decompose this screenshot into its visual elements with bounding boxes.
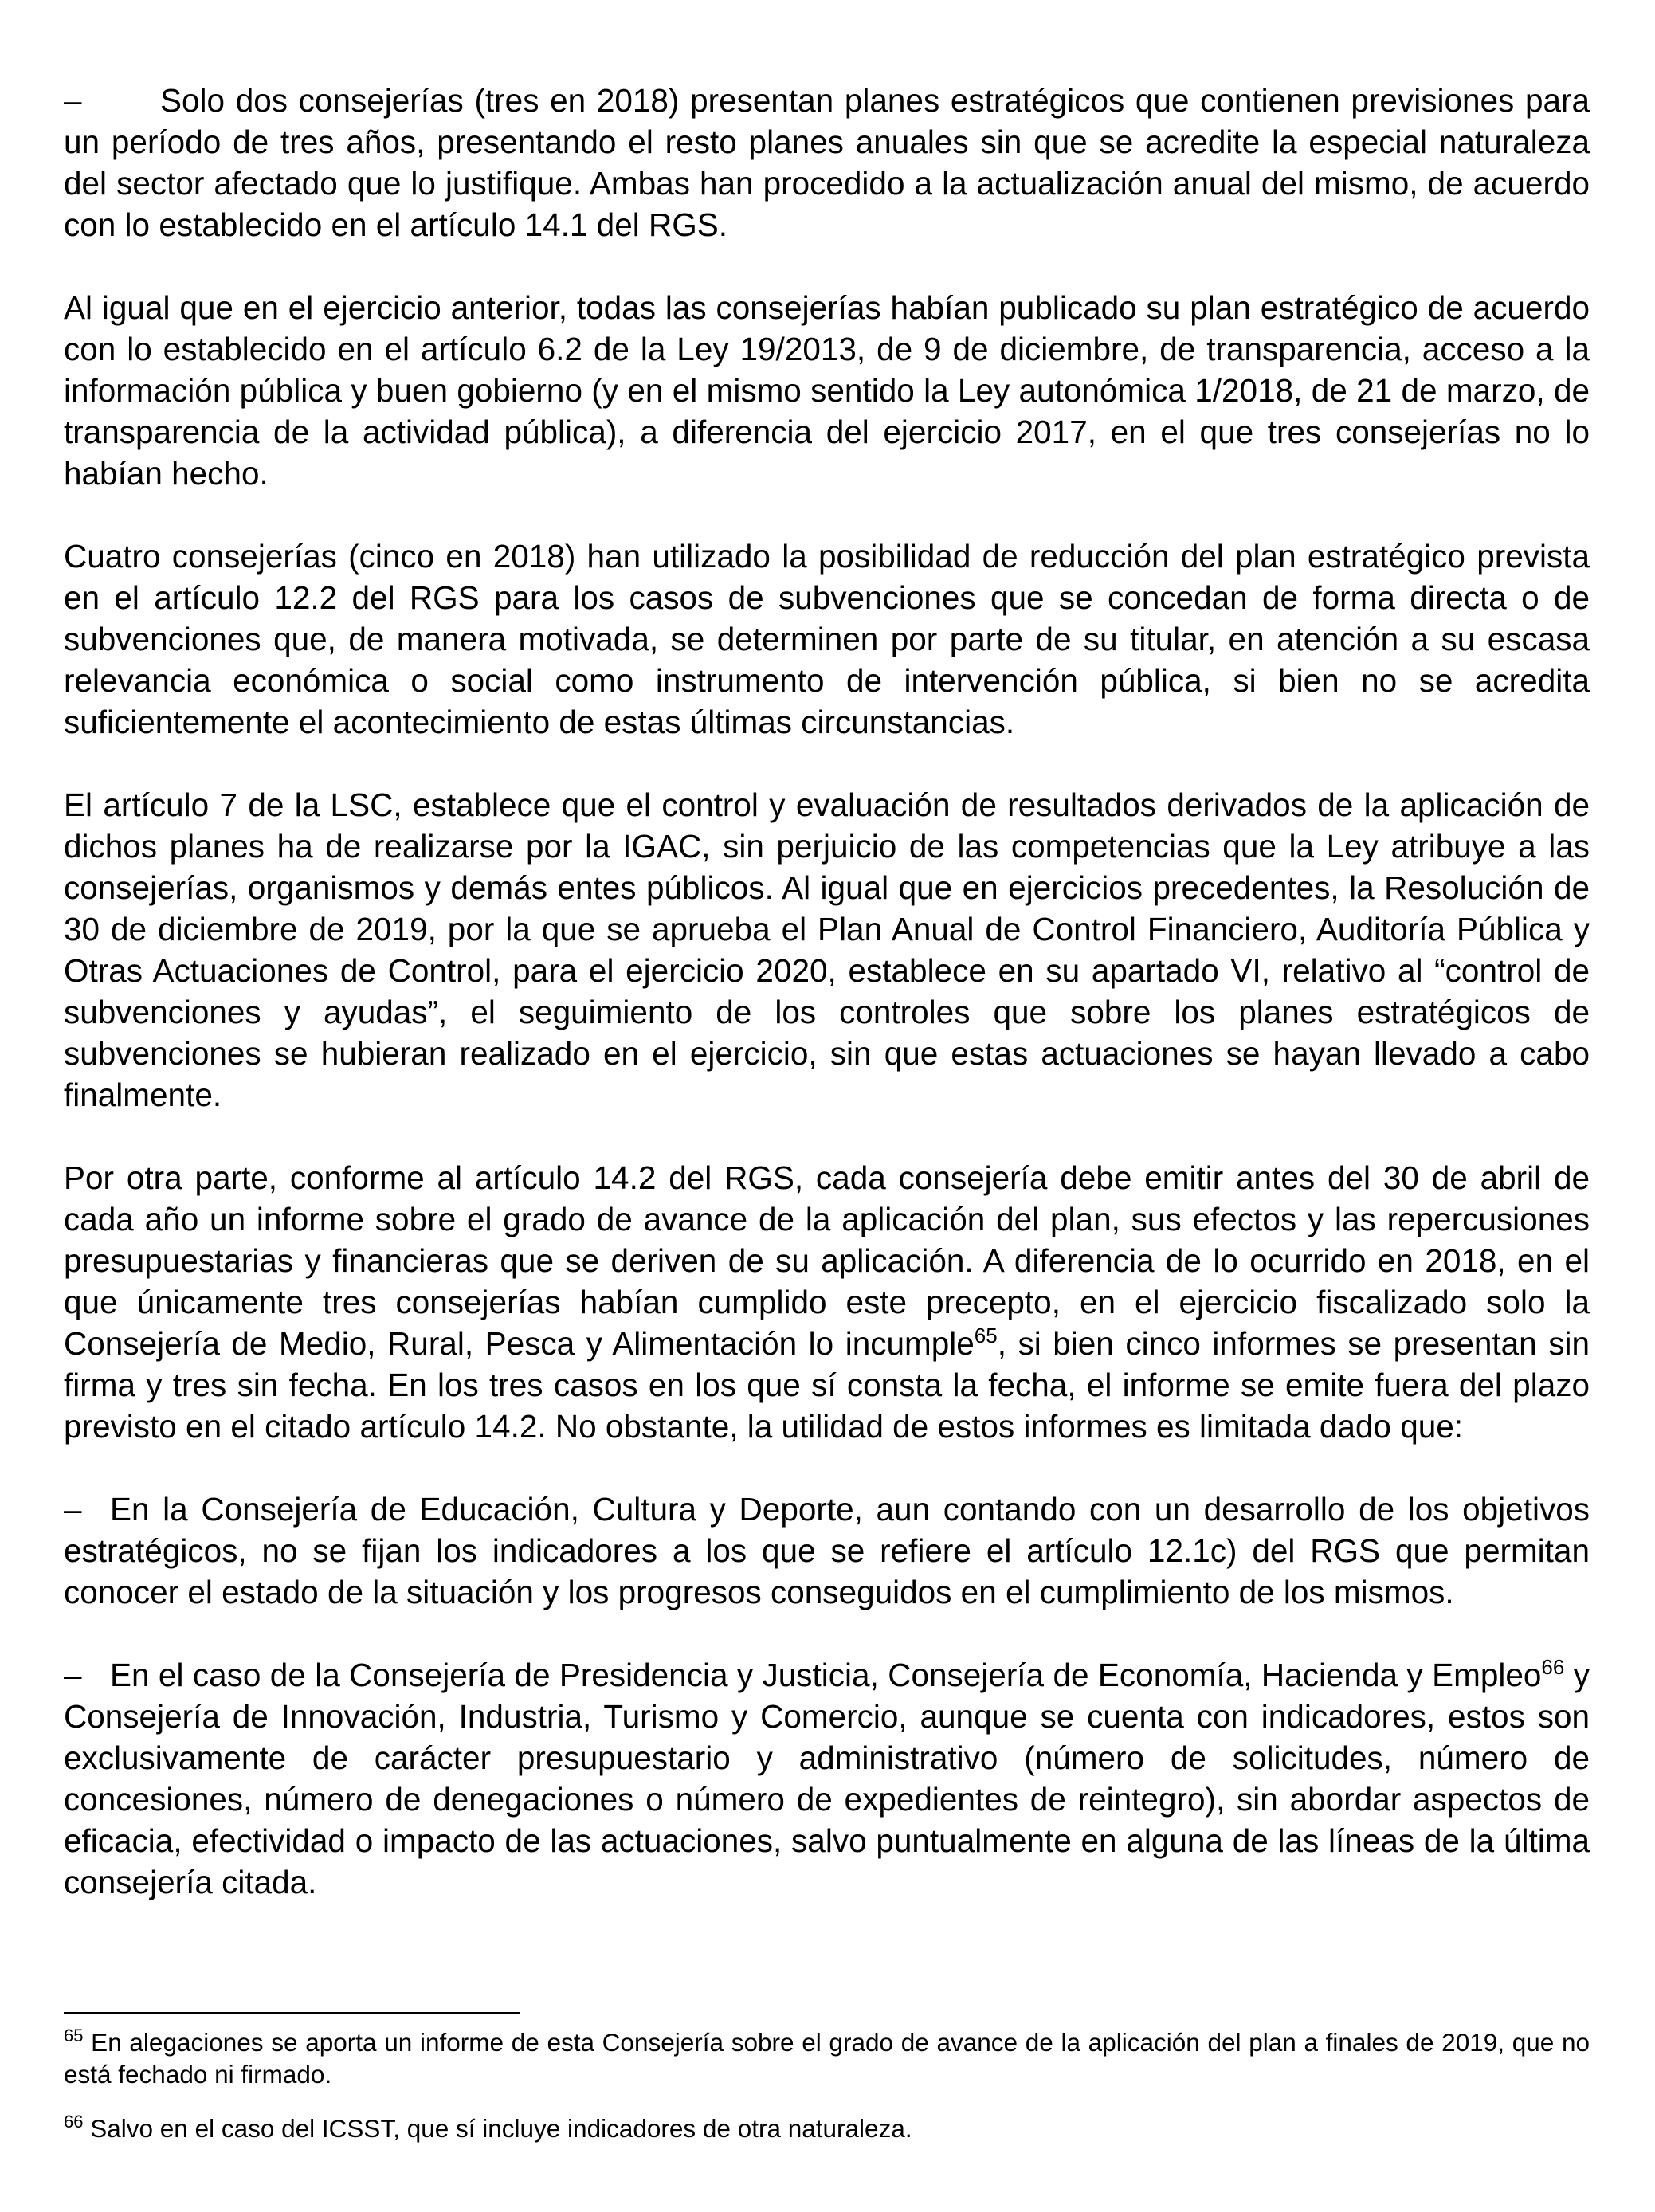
footnotes-section xyxy=(64,2026,1590,2167)
bullet-dash: – xyxy=(64,1657,82,1693)
footnote-65 xyxy=(64,2026,1590,2090)
bullet-text: En la Consejería de Educación, Cultura y Deporte, aun contando con un desarrollo de los objetivos estratégicos, no se fijan los indicadores a los que se refiere el artículo 12.1c) del RGS que permitan conocer el estado de la situación y los progresos conseguidos en el cumplimiento de los mismos. xyxy=(64,1491,1590,1610)
footnote-text: Salvo en el caso del ICSST, que sí incluye indicadores de otra naturaleza. xyxy=(83,2114,912,2143)
bullet-dash: – xyxy=(64,82,82,119)
paragraph-text: , si bien cinco informes se presentan sin firma y tres sin fecha. En los tres casos en los que sí consta la fecha, el informe se emite fuera del plazo previsto en el citado artículo 14.2. No obstante, la utilidad de estos informes es limitada dado que: xyxy=(64,1325,1590,1445)
document-body xyxy=(64,80,1590,1944)
bullet-item-education xyxy=(64,1488,1590,1613)
bullet-text: y Consejería de Innovación, Industria, Turismo y Comercio, aunque se cuenta con indicadores, estos son exclusivamente de carácter presupuestario y administrativo (número de solicitudes, número de concesiones, número de denegaciones o número de expedientes de reintegro), sin abordar aspectos de eficacia, efectividad o impacto de las actuaciones, salvo puntualmente en alguna de las líneas de la última consejería citada. xyxy=(64,1657,1590,1900)
bullet-text: En el caso de la Consejería de Presidencia y Justicia, Consejería de Economía, Hacienda y Empleo xyxy=(110,1657,1542,1693)
footnote-ref-65[interactable]: 65 xyxy=(974,1324,998,1347)
footnote-divider xyxy=(64,2012,520,2014)
bullet-text: Solo dos consejerías (tres en 2018) presentan planes estratégicos que contienen previsiones para un período de tres años, presentando el resto planes anuales sin que se acredite la especial naturaleza del sector afectado que lo justifique. Ambas han procedido a la actualización anual del mismo, de acuerdo con lo establecido en el artículo 14.1 del RGS. xyxy=(64,82,1590,243)
bullet-item-presidency xyxy=(64,1654,1590,1903)
bullet-dash: – xyxy=(64,1491,82,1528)
paragraph-text: Por otra parte, conforme al artículo 14.2 del RGS, cada consejería debe emitir antes del 30 de abril de cada año un informe sobre el grado de avance de la aplicación del plan, sus efectos y las repercusiones presupuestarias y financieras que se deriven de su aplicación. A diferencia de lo ocurrido en 2018, en el que únicamente tres consejerías habían cumplido este precepto, en el ejercicio fiscalizado solo la Consejería de Medio, Rural, Pesca y Alimentación lo incumple xyxy=(64,1159,1590,1362)
footnote-ref-66[interactable]: 66 xyxy=(1541,1655,1565,1679)
footnote-text: En alegaciones se aporta un informe de esta Consejería sobre el grado de avance de la aplicación del plan a finales de 2019, que no está fechado ni firmado. xyxy=(64,2028,1590,2088)
footnote-number: 66 xyxy=(64,2112,84,2132)
paragraph-annual-report xyxy=(64,1157,1590,1447)
bullet-item-plan-periods xyxy=(64,80,1590,245)
footnote-66 xyxy=(64,2112,1590,2144)
paragraph-plan-reduction: Cuatro consejerías (cinco en 2018) han utilizado la posibilidad de reducción del plan estratégico prevista en el artículo 12.2 del RGS para los casos de subvenciones que se concedan de forma directa o de subvenciones que, de manera motivada, se determinen por parte de su titular, en atención a su escasa relevancia económica o social como instrumento de intervención pública, si bien no se acredita suficientemente el acontecimiento de estas últimas circunstancias. xyxy=(64,538,1590,740)
paragraph-control-evaluation: El artículo 7 de la LSC, establece que el control y evaluación de resultados derivados de la aplicación de dichos planes ha de realizarse por la IGAC, sin perjuicio de las competencias que la Ley atribuye a las consejerías, organismos y demás entes públicos. Al igual que en ejercicios precedentes, la Resolución de 30 de diciembre de 2019, por la que se aprueba el Plan Anual de Control Financiero, Auditoría Pública y Otras Actuaciones de Control, para el ejercicio 2020, establece en su apartado VI, relativo al “control de subvenciones y ayudas”, el seguimiento de los controles que sobre los planes estratégicos de subvenciones se hubieran realizado en el ejercicio, sin que estas actuaciones se hayan llevado a cabo finalmente. xyxy=(64,786,1590,1113)
footnote-number: 65 xyxy=(64,2026,84,2045)
paragraph-transparency: Al igual que en el ejercicio anterior, todas las consejerías habían publicado su plan estratégico de acuerdo con lo establecido en el artículo 6.2 de la Ley 19/2013, de 9 de diciembre, de transparencia, acceso a la información pública y buen gobierno (y en el mismo sentido la Ley autonómica 1/2018, de 21 de marzo, de transparencia de la actividad pública), a diferencia del ejercicio 2017, en el que tres consejerías no lo habían hecho. xyxy=(64,289,1590,492)
